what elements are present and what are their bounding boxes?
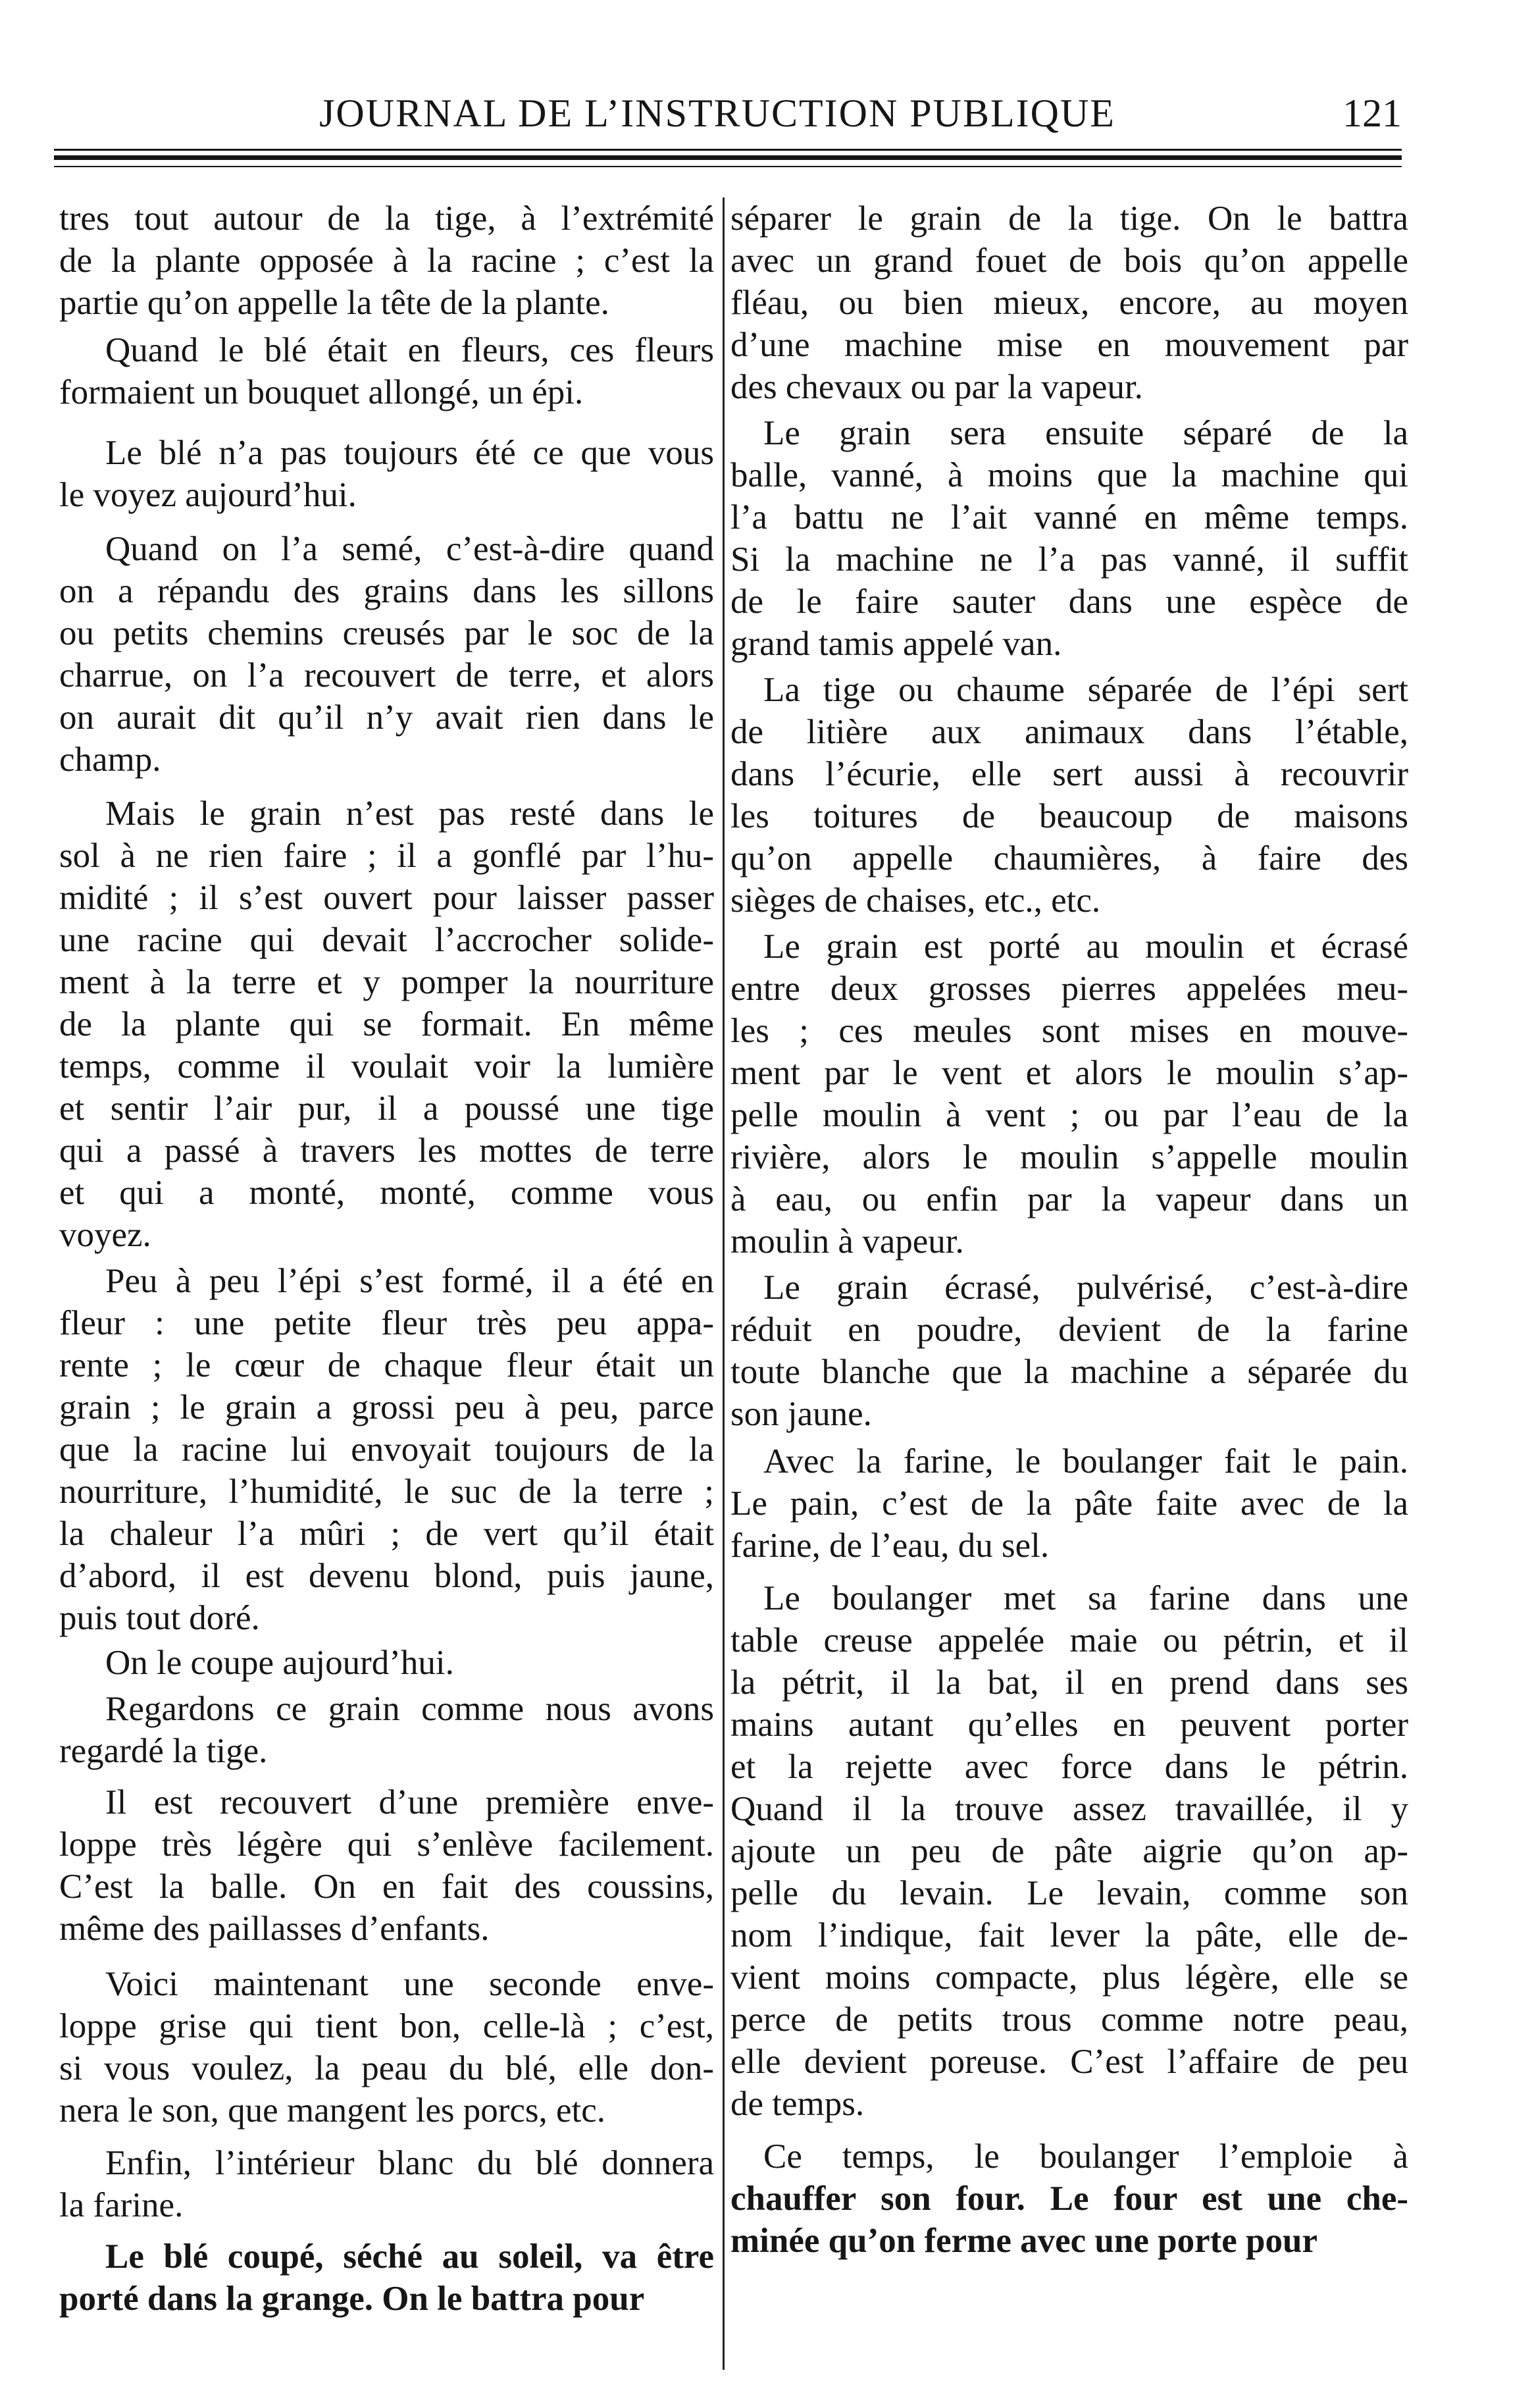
text-line: sièges de chaises, etc., etc.: [730, 881, 1101, 920]
text-line: pelle du levain. Le levain, comme son: [730, 1874, 1408, 1912]
text-line: ou petits chemins creusés par le soc de la: [59, 614, 714, 652]
text-line: de temps.: [730, 2085, 865, 2123]
text-line: midité ; il s’est ouvert pour laisser passer: [59, 879, 714, 917]
text-line: des chevaux ou par la vapeur.: [730, 368, 1143, 406]
text-line: réduit en poudre, devient de la farine: [730, 1311, 1408, 1349]
text-line: de le faire sauter dans une espèce de: [730, 583, 1408, 621]
text-line: le voyez aujourd’hui.: [59, 476, 357, 514]
text-line: Quand on l’a semé, c’est-à-dire quand: [105, 530, 714, 568]
text-line: mains autant qu’elles en peuvent porter: [730, 1706, 1408, 1744]
text-line: Le pain, c’est de la pâte faite avec de la: [730, 1484, 1408, 1523]
text-line: séparer le grain de la tige. On le battra: [730, 199, 1408, 238]
text-line: Le grain sera ensuite séparé de la: [763, 414, 1408, 452]
text-line: nom l’indique, fait lever la pâte, elle de-: [730, 1916, 1408, 1954]
text-line: rente ; le cœur de chaque fleur était un: [59, 1346, 714, 1384]
text-line: ajoute un peu de pâte aigrie qu’on ap-: [730, 1832, 1408, 1870]
text-line: vient moins compacte, plus légère, elle se: [730, 1958, 1408, 1997]
page-number: 121: [1342, 92, 1402, 135]
text-line: champ.: [59, 741, 161, 779]
text-line: toute blanche que la machine a séparée du: [730, 1353, 1408, 1391]
text-line: Quand il la trouve assez travaillée, il y: [730, 1790, 1408, 1828]
text-line: temps, comme il voulait voir la lumière: [59, 1047, 714, 1086]
text-line: de la plante qui se formait. En même: [59, 1005, 714, 1043]
text-line: farine, de l’eau, du sel.: [730, 1527, 1050, 1565]
text-line: Le grain est porté au moulin et écrasé: [763, 928, 1408, 966]
page-header: [0, 0, 1534, 171]
text-line: partie qu’on appelle la tête de la plante.: [59, 284, 609, 322]
text-line: chauffer son four. Le four est une che-: [730, 2180, 1408, 2218]
text-line: Le grain écrasé, pulvérisé, c’est-à-dire: [763, 1269, 1408, 1307]
text-line: la pétrit, il la bat, il en prend dans ses: [730, 1663, 1408, 1702]
text-line: Mais le grain n’est pas resté dans le: [105, 795, 714, 833]
text-line: dans l’écurie, elle sert aussi à recouvrir: [730, 755, 1408, 793]
text-line: l’a battu ne l’ait vanné en même temps.: [730, 498, 1408, 537]
text-line: Quand le blé était en fleurs, ces fleurs: [105, 331, 714, 369]
text-line: nourriture, l’humidité, le suc de la terre ;: [59, 1473, 714, 1511]
column-divider: [723, 197, 725, 2370]
text-line: minée qu’on ferme avec une porte pour: [730, 2222, 1318, 2260]
text-line: C’est la balle. On en fait des coussins,: [59, 1868, 714, 1906]
text-line: porté dans la grange. On le battra pour: [59, 2280, 645, 2318]
text-line: qu’on appelle chaumières, à faire des: [730, 839, 1408, 877]
text-line: grand tamis appelé van.: [730, 625, 1062, 663]
text-line: qui a passé à travers les mottes de terre: [59, 1132, 714, 1170]
text-line: de la plante opposée à la racine ; c’est la: [59, 242, 714, 280]
text-line: avec un grand fouet de bois qu’on appelle: [730, 242, 1408, 280]
text-line: loppe grise qui tient bon, celle-là ; c’est,: [59, 2007, 714, 2045]
text-line: les toitures de beaucoup de maisons: [730, 797, 1408, 835]
text-line: Ce temps, le boulanger l’emploie à: [763, 2137, 1408, 2176]
text-line: La tige ou chaume séparée de l’épi sert: [763, 671, 1408, 709]
text-line: moulin à vapeur.: [730, 1222, 964, 1261]
text-line: la farine.: [59, 2186, 184, 2224]
text-line: une racine qui devait l’accrocher solide-: [59, 921, 714, 959]
text-line: ment à la terre et y pomper la nourriture: [59, 963, 714, 1001]
text-line: perce de petits trous comme notre peau,: [730, 2001, 1408, 2039]
text-line: son jaune.: [730, 1395, 872, 1433]
text-line: d’une machine mise en mouvement par: [730, 326, 1408, 364]
header-rule-hairline: [54, 166, 1402, 167]
text-line: fléau, ou bien mieux, encore, au moyen: [730, 284, 1408, 322]
text-line: les ; ces meules sont mises en mouve-: [730, 1012, 1408, 1050]
text-line: Enfin, l’intérieur blanc du blé donnera: [105, 2144, 714, 2182]
text-line: même des paillasses d’enfants.: [59, 1910, 490, 1948]
text-line: de litière aux animaux dans l’étable,: [730, 713, 1408, 751]
text-line: sol à ne rien faire ; il a gonflé par l’hu-: [59, 837, 714, 875]
text-line: Le blé n’a pas toujours été ce que vous: [105, 434, 714, 472]
text-line: rivière, alors le moulin s’appelle moulin: [730, 1138, 1408, 1176]
text-line: Voici maintenant une seconde enve-: [105, 1965, 714, 2003]
text-line: Il est recouvert d’une première enve-: [105, 1783, 714, 1821]
text-line: fleur : une petite fleur très peu appa-: [59, 1304, 714, 1342]
text-line: Avec la farine, le boulanger fait le pain.: [763, 1442, 1408, 1480]
text-line: formaient un bouquet allongé, un épi.: [59, 373, 584, 411]
text-line: et qui a monté, monté, comme vous: [59, 1174, 714, 1212]
text-line: puis tout doré.: [59, 1599, 260, 1637]
text-line: on aurait dit qu’il n’y avait rien dans le: [59, 698, 714, 737]
text-line: tres tout autour de la tige, à l’extrémité: [59, 199, 714, 238]
text-line: nera le son, que mangent les porcs, etc.: [59, 2091, 606, 2130]
text-line: si vous voulez, la peau du blé, elle don-: [59, 2049, 714, 2087]
text-line: entre deux grosses pierres appelées meu-: [730, 970, 1408, 1008]
text-line: elle devient poreuse. C’est l’affaire de peu: [730, 2043, 1408, 2081]
text-line: regardé la tige.: [59, 1732, 268, 1770]
text-line: table creuse appelée maie ou pétrin, et il: [730, 1621, 1408, 1660]
text-line: et la rejette avec force dans le pétrin.: [730, 1748, 1408, 1786]
text-line: on a répandu des grains dans les sillons: [59, 572, 714, 610]
text-line: à eau, ou enfin par la vapeur dans un: [730, 1180, 1408, 1218]
header-rule-thick: [54, 155, 1402, 160]
text-line: d’abord, il est devenu blond, puis jaune,: [59, 1557, 714, 1595]
text-line: charrue, on l’a recouvert de terre, et alors: [59, 656, 714, 694]
text-line: ment par le vent et alors le moulin s’ap-: [730, 1054, 1408, 1092]
text-line: grain ; le grain a grossi peu à peu, parce: [59, 1388, 714, 1426]
header-rule-thin: [54, 149, 1402, 151]
text-line: pelle moulin à vent ; ou par l’eau de la: [730, 1096, 1408, 1134]
text-line: la chaleur l’a mûri ; de vert qu’il était: [59, 1515, 714, 1553]
text-line: Le boulanger met sa farine dans une: [763, 1579, 1408, 1617]
text-line: et sentir l’air pur, il a poussé une tige: [59, 1089, 714, 1128]
text-line: Si la machine ne l’a pas vanné, il suffit: [730, 540, 1408, 579]
text-line: Regardons ce grain comme nous avons: [105, 1690, 714, 1728]
text-line: Le blé coupé, séché au soleil, va être: [105, 2238, 714, 2276]
text-line: loppe très légère qui s’enlève facilement.: [59, 1825, 714, 1864]
running-title: JOURNAL DE L’INSTRUCTION PUBLIQUE: [319, 92, 1115, 135]
text-line: que la racine lui envoyait toujours de la: [59, 1430, 714, 1469]
text-line: balle, vanné, à moins que la machine qui: [730, 456, 1408, 494]
text-line: voyez.: [59, 1216, 151, 1254]
text-line: Peu à peu l’épi s’est formé, il a été en: [105, 1262, 714, 1300]
text-line: On le coupe aujourd’hui.: [105, 1644, 454, 1682]
